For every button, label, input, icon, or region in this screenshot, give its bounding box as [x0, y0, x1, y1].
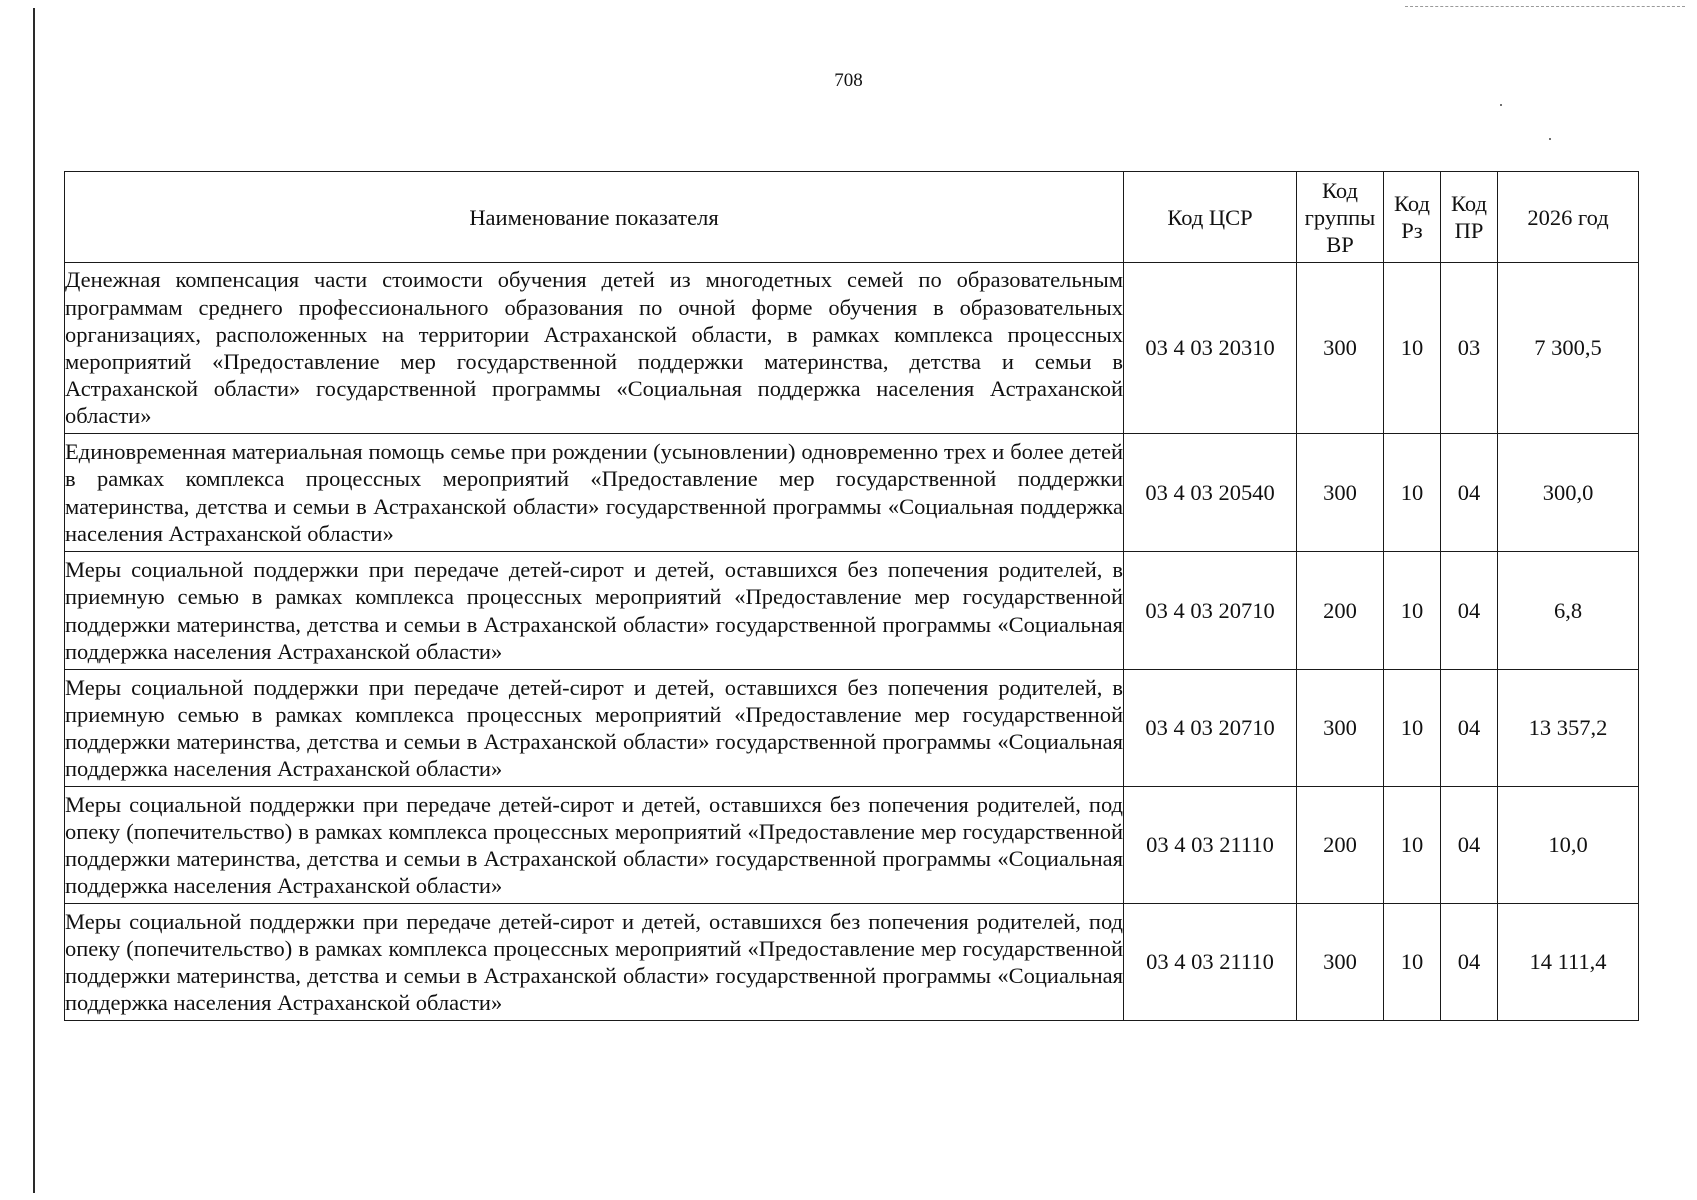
- table-row: [65, 434, 1639, 552]
- rz-code-cell: 10: [1384, 904, 1441, 1021]
- csr-code-cell: 03 4 03 21110: [1124, 904, 1297, 1021]
- header-indicator-name: Наименование показателя: [65, 172, 1124, 263]
- rz-code-cell: 10: [1384, 670, 1441, 787]
- rz-code-cell: 10: [1384, 787, 1441, 904]
- scan-edge-mark: [1405, 6, 1685, 8]
- table-header-row: [65, 172, 1639, 263]
- vr-group-code-cell: 200: [1297, 787, 1384, 904]
- budget-indicators-table: [64, 171, 1639, 1021]
- indicator-name-cell: Меры социальной поддержки при передаче детей-сирот и детей, оставшихся без попечения родителей, в приемную семью в рамках комплекса процессных мероприятий «Предоставление мер государственной поддержки материнства, детства и семьи в Астраханской области» государственной программы «Социальная поддержка населения Астраханской области»: [65, 670, 1124, 787]
- table-row: [65, 670, 1639, 787]
- csr-code-cell: 03 4 03 20710: [1124, 670, 1297, 787]
- pr-code-cell: 04: [1441, 434, 1498, 552]
- csr-code-cell: 03 4 03 20540: [1124, 434, 1297, 552]
- pr-code-cell: 04: [1441, 787, 1498, 904]
- pr-code-cell: 04: [1441, 552, 1498, 670]
- rz-code-cell: 10: [1384, 552, 1441, 670]
- header-year-2026: 2026 год: [1498, 172, 1639, 263]
- table-body: [65, 263, 1639, 1021]
- indicator-name-cell: Меры социальной поддержки при передаче детей-сирот и детей, оставшихся без попечения родителей, под опеку (попечительство) в рамках комплекса процессных мероприятий «Предоставление мер государственной поддержки материнства, детства и семьи в Астраханской области» государственной программы «Социальная поддержка населения Астраханской области»: [65, 787, 1124, 904]
- table-row: [65, 552, 1639, 670]
- amount-2026-cell: 7 300,5: [1498, 263, 1639, 434]
- indicator-name-cell: Меры социальной поддержки при передаче детей-сирот и детей, оставшихся без попечения родителей, под опеку (попечительство) в рамках комплекса процессных мероприятий «Предоставление мер государственной поддержки материнства, детства и семьи в Астраханской области» государственной программы «Социальная поддержка населения Астраханской области»: [65, 904, 1124, 1021]
- page-number: 708: [834, 70, 863, 91]
- scan-speck: [1549, 138, 1551, 140]
- header-csr-code: Код ЦСР: [1124, 172, 1297, 263]
- vr-group-code-cell: 300: [1297, 670, 1384, 787]
- indicator-name-cell: Денежная компенсация части стоимости обучения детей из многодетных семей по образовательным программам среднего профессионального образования по очной форме обучения в образовательных организациях, расположенных на территории Астраханской области, в рамках комплекса процессных мероприятий «Предоставление мер государственной поддержки материнства, детства и семьи в Астраханской области» государственной программы «Социальная поддержка населения Астраханской области»: [65, 263, 1124, 434]
- table-row: [65, 904, 1639, 1021]
- csr-code-cell: 03 4 03 20710: [1124, 552, 1297, 670]
- amount-2026-cell: 13 357,2: [1498, 670, 1639, 787]
- vr-group-code-cell: 300: [1297, 434, 1384, 552]
- header-pr-code: Код ПР: [1441, 172, 1498, 263]
- amount-2026-cell: 6,8: [1498, 552, 1639, 670]
- indicator-name-cell: Единовременная материальная помощь семье при рождении (усыновлении) одновременно трех и более детей в рамках комплекса процессных мероприятий «Предоставление мер государственной поддержки материнства, детства и семьи в Астраханской области» государственной программы «Социальная поддержка населения Астраханской области»: [65, 434, 1124, 552]
- vr-group-code-cell: 300: [1297, 904, 1384, 1021]
- csr-code-cell: 03 4 03 20310: [1124, 263, 1297, 434]
- pr-code-cell: 04: [1441, 670, 1498, 787]
- rz-code-cell: 10: [1384, 263, 1441, 434]
- amount-2026-cell: 14 111,4: [1498, 904, 1639, 1021]
- pr-code-cell: 04: [1441, 904, 1498, 1021]
- indicator-name-cell: Меры социальной поддержки при передаче детей-сирот и детей, оставшихся без попечения родителей, в приемную семью в рамках комплекса процессных мероприятий «Предоставление мер государственной поддержки материнства, детства и семьи в Астраханской области» государственной программы «Социальная поддержка населения Астраханской области»: [65, 552, 1124, 670]
- table-row: [65, 263, 1639, 434]
- vr-group-code-cell: 300: [1297, 263, 1384, 434]
- csr-code-cell: 03 4 03 21110: [1124, 787, 1297, 904]
- rz-code-cell: 10: [1384, 434, 1441, 552]
- pr-code-cell: 03: [1441, 263, 1498, 434]
- header-rz-code: Код Рз: [1384, 172, 1441, 263]
- left-margin-rule: [33, 8, 35, 1193]
- amount-2026-cell: 300,0: [1498, 434, 1639, 552]
- vr-group-code-cell: 200: [1297, 552, 1384, 670]
- amount-2026-cell: 10,0: [1498, 787, 1639, 904]
- header-vr-group-code: Код группы ВР: [1297, 172, 1384, 263]
- table-row: [65, 787, 1639, 904]
- scan-speck: [1500, 104, 1502, 106]
